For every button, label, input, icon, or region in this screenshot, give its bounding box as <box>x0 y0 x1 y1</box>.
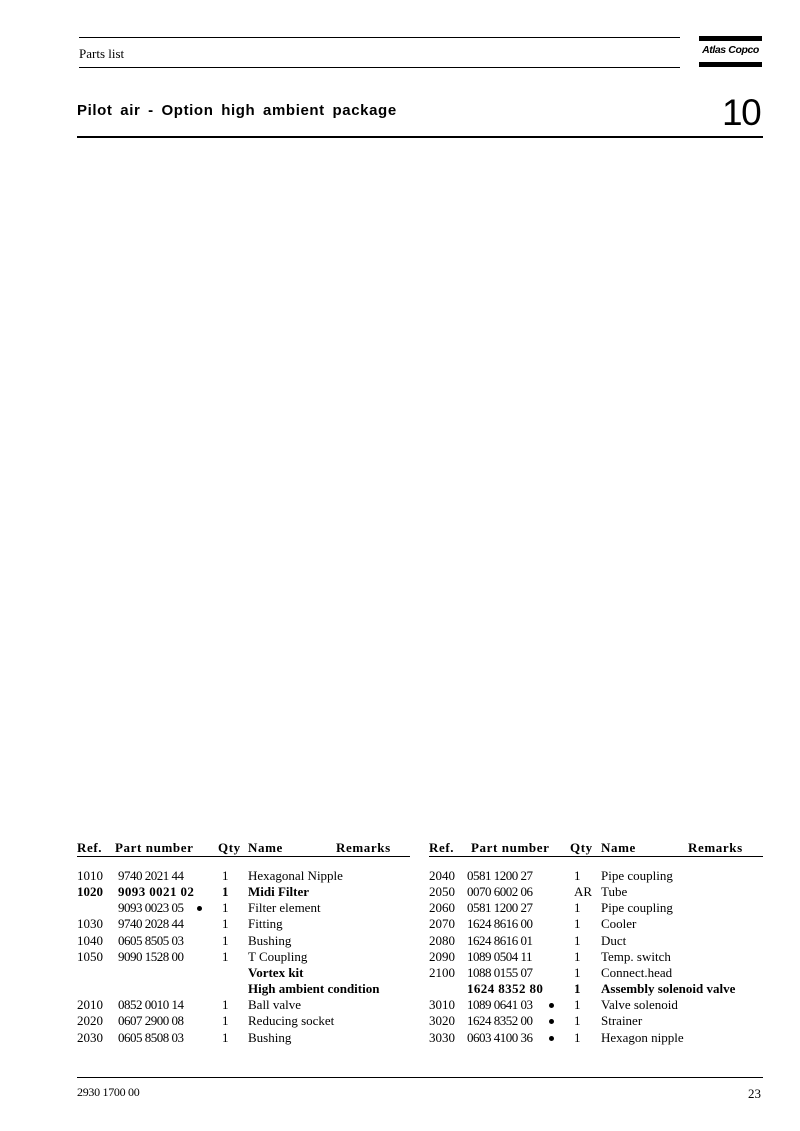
name-cell: Pipe coupling <box>601 900 673 916</box>
qty-cell: 1 <box>574 916 581 932</box>
col-header-remarks: Remarks <box>336 840 391 855</box>
qty-cell: 1 <box>222 997 229 1013</box>
table-row <box>0 916 800 932</box>
col-header-remarks: Remarks <box>688 840 743 855</box>
name-cell: Vortex kit <box>248 964 304 980</box>
page-number: 23 <box>748 1086 761 1101</box>
ref-cell: 2010 <box>77 997 103 1013</box>
col-header-ref: Ref. <box>77 840 103 855</box>
part-number-cell: 1624 8616 00 <box>467 916 533 932</box>
part-number-cell: 1624 8352 00 <box>467 1013 533 1029</box>
part-number-cell: 0607 2900 08 <box>118 1013 184 1029</box>
table-row <box>0 884 800 900</box>
ref-cell: 1010 <box>77 868 103 883</box>
qty-cell: 1 <box>574 1013 581 1029</box>
part-number-cell: 1089 0504 11 <box>467 948 533 964</box>
name-cell: Midi Filter <box>248 884 310 900</box>
ref-cell: 1050 <box>77 948 103 964</box>
qty-cell: 1 <box>574 932 581 948</box>
col-header-name: Name <box>601 840 636 855</box>
name-cell: T Coupling <box>248 948 308 964</box>
section-number: 10 <box>722 92 761 133</box>
ref-cell: 2080 <box>429 932 455 948</box>
name-cell: Assembly solenoid valve <box>601 981 736 997</box>
name-cell: Cooler <box>601 916 637 932</box>
name-cell: Temp. switch <box>601 948 671 964</box>
name-cell: Bushing <box>248 1029 292 1045</box>
part-number-cell: 9740 2028 44 <box>118 916 184 932</box>
table-row <box>0 997 800 1013</box>
col-header-part-number: Part number <box>115 840 194 855</box>
table-header-rule-right <box>429 856 763 857</box>
header-rule-bottom <box>79 67 680 68</box>
ref-cell: 2030 <box>77 1029 103 1045</box>
ref-cell: 2090 <box>429 948 455 964</box>
name-cell: Reducing socket <box>248 1013 335 1029</box>
name-cell: Valve solenoid <box>601 997 678 1013</box>
part-number-cell: 0603 4100 36 <box>467 1029 533 1045</box>
ref-cell: 3020 <box>429 1013 455 1029</box>
ref-cell: 3030 <box>429 1029 455 1045</box>
qty-cell: 1 <box>574 981 581 997</box>
table-row <box>0 933 800 949</box>
table-header-rule-left <box>77 856 410 857</box>
table-row <box>0 965 800 981</box>
table-row <box>0 1013 800 1029</box>
name-cell: Tube <box>601 884 628 900</box>
qty-cell: 1 <box>574 868 581 883</box>
document-number: 2930 1700 00 <box>77 1085 140 1099</box>
qty-cell: 1 <box>222 900 229 916</box>
part-number-cell: 1089 0641 03 <box>467 997 533 1013</box>
name-cell: Filter element <box>248 900 321 916</box>
name-cell: Connect.head <box>601 964 673 980</box>
logo-text: Atlas Copco <box>702 44 759 56</box>
name-cell: High ambient condition <box>248 981 380 997</box>
part-number-cell: 9090 1528 00 <box>118 948 184 964</box>
part-number-cell: 9093 0023 05 <box>118 900 184 916</box>
part-number-cell: 1088 0155 07 <box>467 964 533 980</box>
qty-cell: 1 <box>222 884 229 900</box>
qty-cell: 1 <box>222 948 229 964</box>
col-header-name: Name <box>248 840 283 855</box>
ref-cell: 2070 <box>429 916 455 932</box>
part-number-cell: 0852 0010 14 <box>118 997 184 1013</box>
part-number-cell: 1624 8352 80 <box>467 981 544 997</box>
part-number-cell: 9093 0021 02 <box>118 884 195 900</box>
ref-cell: 2040 <box>429 868 455 883</box>
qty-cell: 1 <box>222 1029 229 1045</box>
part-number-cell: 0581 1200 27 <box>467 868 533 883</box>
ref-cell: 1020 <box>77 884 103 900</box>
page-title: Pilot air - Option high ambient package <box>77 102 397 119</box>
table-row <box>0 949 800 965</box>
ref-cell: 2060 <box>429 900 455 916</box>
header-rule-top <box>79 37 680 38</box>
qty-cell: 1 <box>574 948 581 964</box>
ref-cell: 2100 <box>429 964 455 980</box>
title-rule <box>77 136 763 138</box>
name-cell: Pipe coupling <box>601 868 673 883</box>
atlas-copco-logo <box>699 36 762 68</box>
name-cell: Hexagon nipple <box>601 1029 684 1045</box>
footer-rule <box>77 1077 763 1078</box>
col-header-ref: Ref. <box>429 840 455 855</box>
col-header-qty: Qty <box>218 840 241 855</box>
qty-cell: 1 <box>222 868 229 883</box>
bullet-icon <box>549 1003 554 1008</box>
bullet-icon <box>549 1019 554 1024</box>
part-number-cell: 0070 6002 06 <box>467 884 533 900</box>
col-header-part-number: Part number <box>471 840 550 855</box>
name-cell: Hexagonal Nipple <box>248 868 343 883</box>
ref-cell: 2020 <box>77 1013 103 1029</box>
ref-cell: 2050 <box>429 884 455 900</box>
qty-cell: 1 <box>222 932 229 948</box>
part-number-cell: 9740 2021 44 <box>118 868 184 883</box>
part-number-cell: 0581 1200 27 <box>467 900 533 916</box>
qty-cell: 1 <box>574 900 581 916</box>
part-number-cell: 1624 8616 01 <box>467 932 533 948</box>
qty-cell: 1 <box>222 1013 229 1029</box>
table-row <box>0 1030 800 1046</box>
qty-cell: AR <box>574 884 593 900</box>
name-cell: Ball valve <box>248 997 302 1013</box>
name-cell: Strainer <box>601 1013 643 1029</box>
qty-cell: 1 <box>574 964 581 980</box>
ref-cell: 3010 <box>429 997 455 1013</box>
name-cell: Fitting <box>248 916 283 932</box>
qty-cell: 1 <box>574 1029 581 1045</box>
part-number-cell: 0605 8508 03 <box>118 1029 184 1045</box>
name-cell: Duct <box>601 932 627 948</box>
header-label: Parts list <box>79 46 125 61</box>
name-cell: Bushing <box>248 932 292 948</box>
table-row <box>0 900 800 916</box>
qty-cell: 1 <box>222 916 229 932</box>
ref-cell: 1030 <box>77 916 103 932</box>
table-row <box>0 981 800 997</box>
bullet-icon <box>549 1036 554 1041</box>
table-row <box>0 868 800 884</box>
qty-cell: 1 <box>574 997 581 1013</box>
col-header-qty: Qty <box>570 840 593 855</box>
ref-cell: 1040 <box>77 932 103 948</box>
part-number-cell: 0605 8505 03 <box>118 932 184 948</box>
